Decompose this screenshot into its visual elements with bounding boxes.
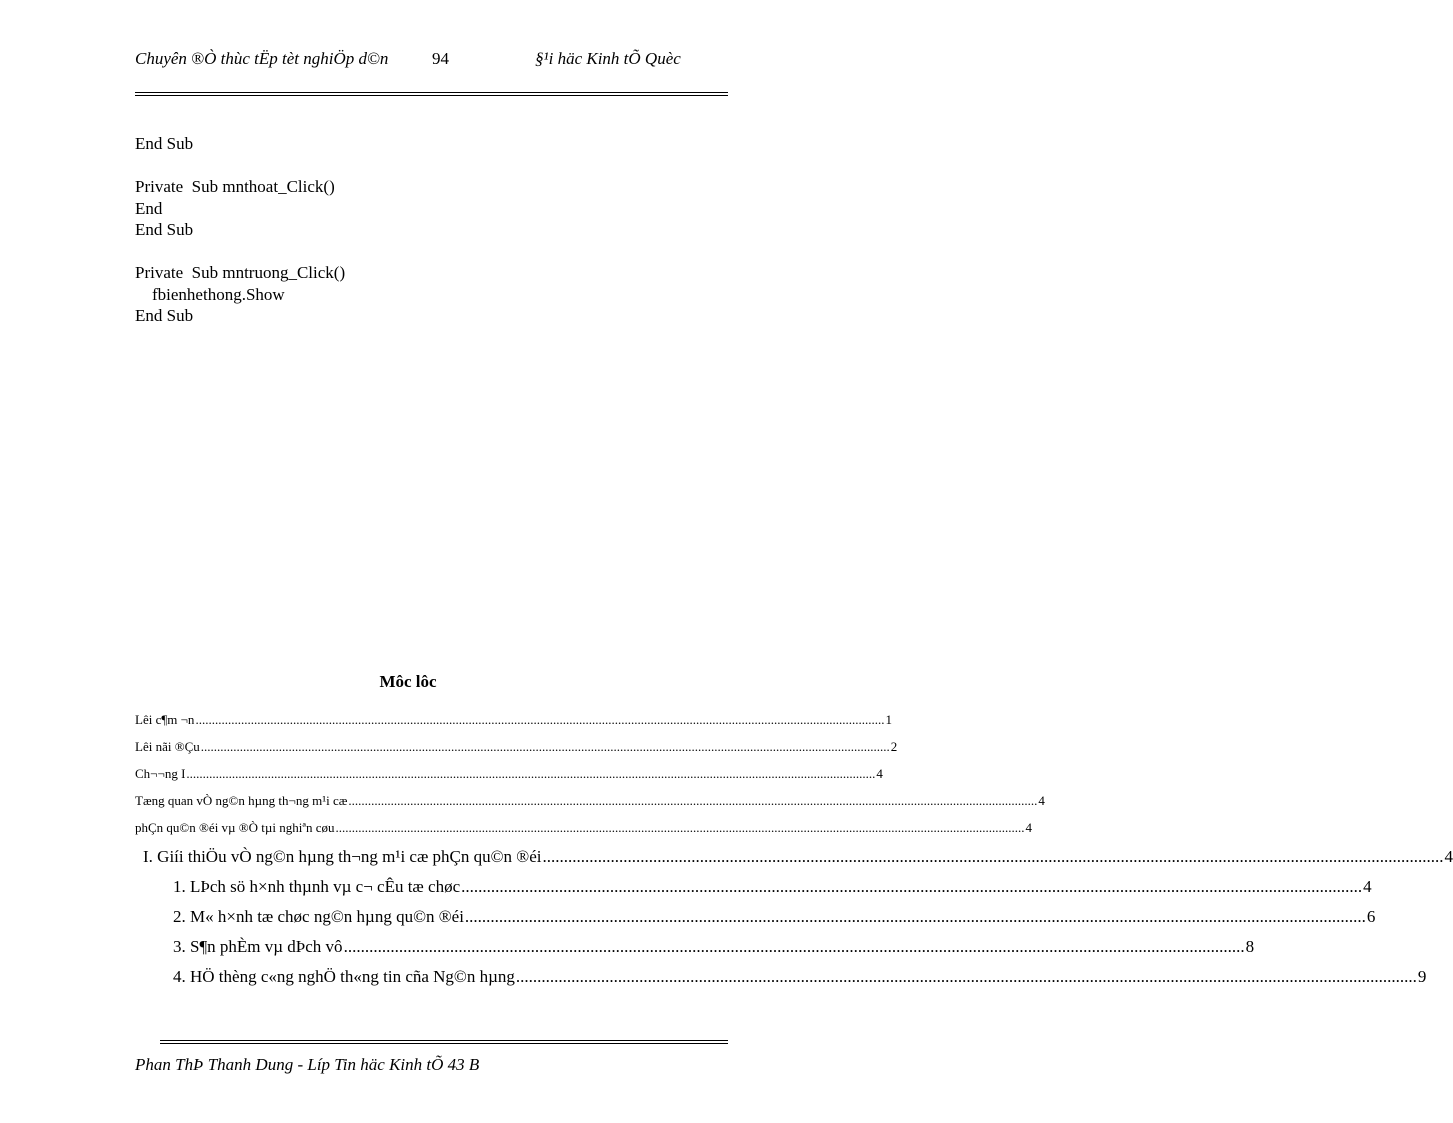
code-line: End Sub [135, 306, 194, 325]
toc-entry-text: 3. S¶n phÈm vµ dÞch vô [173, 937, 343, 956]
table-of-contents [135, 712, 1453, 997]
toc-leader-dots: .................................................................................................................................................................................................................... [200, 739, 890, 754]
toc-entry[interactable] [135, 847, 1453, 877]
code-line [135, 155, 695, 177]
toc-entry[interactable] [135, 967, 1427, 997]
code-line: End Sub [135, 134, 194, 153]
toc-entry-text: Tæng quan vÒ ng©n hµng th¬ng m¹i cæ [135, 793, 348, 808]
toc-entry[interactable] [135, 739, 898, 766]
toc-entry-page: 8 [1245, 937, 1255, 956]
toc-entry-text: I. Giíi thiÖu vÒ ng©n hµng th¬ng m¹i cæ phÇn qu©n ®éi [143, 847, 542, 866]
code-line: Private Sub mntruong_Click() [135, 263, 346, 282]
toc-entry-page: 4 [1444, 847, 1453, 866]
code-line: End Sub [135, 220, 194, 239]
toc-entry[interactable] [135, 793, 1045, 820]
toc-entry[interactable] [135, 766, 883, 793]
toc-leader-dots: .................................................................................................................................................................................................................... [348, 793, 1038, 808]
toc-entry-page: 4 [1363, 877, 1372, 896]
toc-entry-page: 1 [885, 712, 892, 727]
footer-text: Phan ThÞ Thanh Dung - Líp Tin häc Kinh tÕ 43 B [135, 1055, 480, 1074]
code-line [135, 241, 695, 263]
code-block [135, 133, 695, 327]
toc-entry-text: Lêi c¶m ¬n [135, 712, 195, 727]
toc-entry-text: Ch¬¬ng I [135, 766, 186, 781]
header-right-text: §¹i häc Kinh tÕ Quèc [535, 49, 681, 68]
toc-entry[interactable] [135, 907, 1376, 937]
code-line: Private Sub mnthoat_Click() [135, 177, 335, 196]
toc-entry-page: 6 [1366, 907, 1376, 926]
toc-leader-dots: .................................................................................................................................................................................................................... [464, 907, 1366, 926]
toc-entry[interactable] [135, 712, 892, 739]
toc-entry[interactable] [135, 877, 1372, 907]
toc-entry-text: 2. M« h×nh tæ chøc ng©n hµng qu©n ®éi [173, 907, 464, 926]
footer-rule [160, 1040, 728, 1044]
header-rule [135, 92, 728, 96]
toc-leader-dots: .................................................................................................................................................................................................................... [335, 820, 1025, 835]
toc-leader-dots: .................................................................................................................................................................................................................... [461, 877, 1363, 896]
toc-leader-dots: .................................................................................................................................................................................................................... [542, 847, 1444, 866]
page-number: 94 [432, 49, 449, 68]
toc-leader-dots: .................................................................................................................................................................................................................... [515, 967, 1417, 986]
code-line: fbienhethong.Show [135, 284, 285, 304]
toc-entry-text: phÇn qu©n ®éi vµ ®Ò tµi nghiªn cøu [135, 820, 335, 835]
toc-leader-dots: .................................................................................................................................................................................................................... [343, 937, 1245, 956]
toc-entry-text: 4. HÖ thèng c«ng nghÖ th«ng tin cña Ng©n hµng [173, 967, 515, 986]
toc-entry-text: Lêi nãi ®Çu [135, 739, 200, 754]
toc-entry-page: 4 [1025, 820, 1032, 835]
toc-entry-text: 1. LÞch sö h×nh thµnh vµ c¬ cÊu tæ chøc [173, 877, 461, 896]
toc-leader-dots: .................................................................................................................................................................................................................... [195, 712, 885, 727]
toc-entry-page: 4 [876, 766, 883, 781]
toc-title: Môc lôc [379, 672, 437, 691]
toc-entry-page: 2 [890, 739, 898, 754]
header-left-text: Chuyên ®Ò thùc tËp tèt nghiÖp d©n [135, 49, 389, 68]
toc-entry[interactable] [135, 820, 1032, 847]
toc-leader-dots: .................................................................................................................................................................................................................... [186, 766, 876, 781]
toc-entry[interactable] [135, 937, 1255, 967]
code-line: End [135, 198, 163, 218]
toc-entry-page: 4 [1038, 793, 1045, 808]
toc-entry-page: 9 [1417, 967, 1427, 986]
